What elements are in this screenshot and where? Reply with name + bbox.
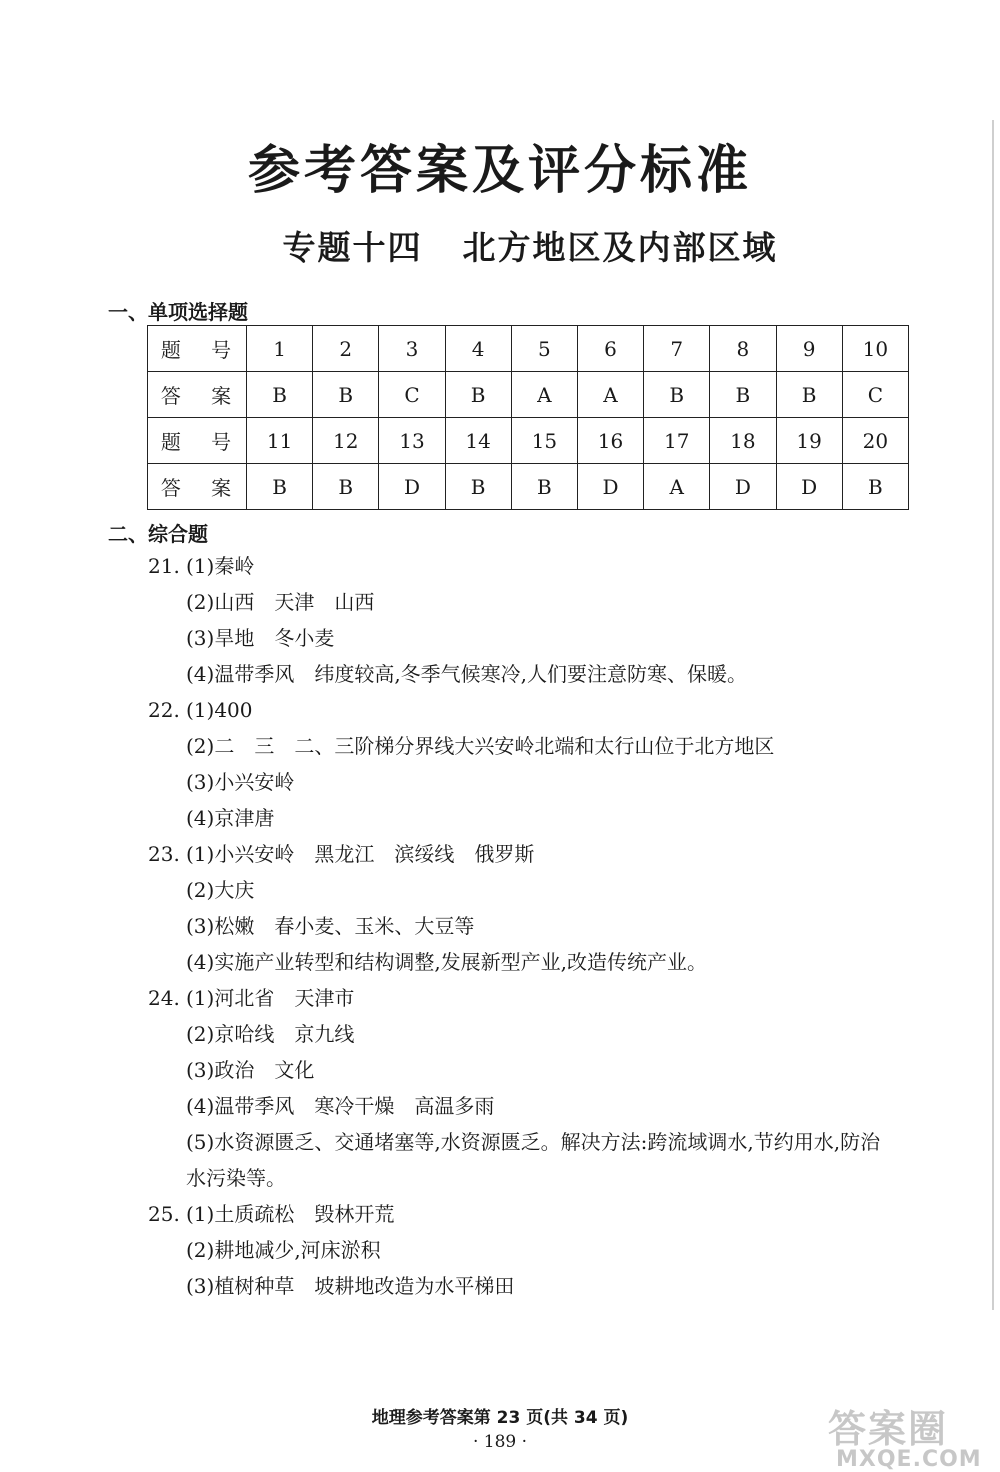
answer-table-cell: 15	[511, 418, 577, 464]
question-24	[148, 985, 354, 1011]
answer-table-cell: 14	[445, 418, 511, 464]
question-number: 22.	[148, 698, 180, 722]
section-heading-choice: 一、单项选择题	[108, 300, 248, 324]
question-21	[148, 553, 254, 579]
answer-table-cell: D	[577, 464, 643, 510]
subtitle-topic-number: 专题十四	[282, 228, 423, 267]
answer-table-row	[148, 464, 909, 510]
answer-line: (2)山西 天津 山西	[186, 590, 375, 614]
answer-table-cell: B	[445, 464, 511, 510]
answer-line: (4)京津唐	[186, 806, 275, 830]
answer-line: (1)土质疏松 毁林开荒	[186, 1202, 395, 1226]
question-number: 23.	[148, 842, 180, 866]
answer-line: (1)400	[186, 698, 253, 722]
answer-table-cell: C	[379, 372, 445, 418]
answer-table-cell: B	[644, 372, 710, 418]
answer-table-cell: B	[511, 464, 577, 510]
watermark-text: 答案圈	[828, 1407, 949, 1451]
answer-table-cell: A	[511, 372, 577, 418]
answer-table-cell: C	[842, 372, 908, 418]
question-22	[148, 697, 253, 723]
section-heading-comprehensive: 二、综合题	[108, 522, 208, 546]
answer-table-cell: 5	[511, 326, 577, 372]
answer-line: (3)政治 文化	[186, 1058, 315, 1082]
answer-table-cell: B	[313, 464, 379, 510]
answer-table-cell: 3	[379, 326, 445, 372]
page-edge-line	[992, 120, 994, 1310]
answer-table-cell: A	[577, 372, 643, 418]
subtitle-topic-name: 北方地区及内部区域	[462, 228, 778, 267]
answer-table-row	[148, 418, 909, 464]
answer-table-cell: B	[710, 372, 776, 418]
answer-line: (5)水资源匮乏、交通堵塞等,水资源匮乏。解决方法:跨流域调水,节约用水,防治	[186, 1130, 881, 1154]
answer-table-cell: B	[776, 372, 842, 418]
answer-table-cell: A	[644, 464, 710, 510]
answer-line: (2)京哈线 京九线	[186, 1022, 355, 1046]
answer-table-cell: 8	[710, 326, 776, 372]
answer-table-cell: D	[710, 464, 776, 510]
page-footer: 地理参考答案第 23 页(共 34 页)	[371, 1408, 629, 1428]
answer-line: 水污染等。	[186, 1166, 286, 1190]
answer-table-cell: B	[842, 464, 908, 510]
page-number: · 189 ·	[472, 1432, 528, 1452]
answer-table-row-header: 答 案	[148, 372, 247, 418]
answer-table-cell: B	[313, 372, 379, 418]
answer-table-cell: 17	[644, 418, 710, 464]
answer-table-cell: 7	[644, 326, 710, 372]
answer-line: (2)二 三 二、三阶梯分界线大兴安岭北端和太行山位于北方地区	[186, 734, 775, 758]
watermark	[828, 1398, 988, 1472]
page-subtitle	[0, 222, 1000, 269]
answer-table-cell: 2	[313, 326, 379, 372]
answer-table-cell: D	[776, 464, 842, 510]
answer-table-cell: D	[379, 464, 445, 510]
answer-line: (1)秦岭	[186, 554, 255, 578]
answer-table-row	[148, 372, 909, 418]
question-25	[148, 1201, 394, 1227]
answer-table-cell: 6	[577, 326, 643, 372]
answer-line: (4)温带季风 寒冷干燥 高温多雨	[186, 1094, 495, 1118]
answer-table-cell: 20	[842, 418, 908, 464]
answer-line: (2)大庆	[186, 878, 255, 902]
answer-line: (4)温带季风 纬度较高,冬季气候寒冷,人们要注意防寒、保暖。	[186, 662, 748, 686]
answer-table-row-header: 答 案	[148, 464, 247, 510]
answer-table-cell: 19	[776, 418, 842, 464]
answer-table-cell: 18	[710, 418, 776, 464]
answer-table-cell: B	[247, 464, 313, 510]
answer-table-cell: 9	[776, 326, 842, 372]
answer-table	[147, 325, 909, 510]
question-23	[148, 841, 534, 867]
answer-table-row-header: 题 号	[148, 326, 247, 372]
question-number: 24.	[148, 986, 180, 1010]
question-number: 25.	[148, 1202, 180, 1226]
answer-table-cell: 13	[379, 418, 445, 464]
answer-table-row-header: 题 号	[148, 418, 247, 464]
answer-line: (1)小兴安岭 黑龙江 滨绥线 俄罗斯	[186, 842, 535, 866]
answer-line: (3)小兴安岭	[186, 770, 295, 794]
answer-line: (3)旱地 冬小麦	[186, 626, 335, 650]
page-title: 参考答案及评分标准	[247, 140, 752, 201]
answer-table-cell: 16	[577, 418, 643, 464]
answer-table-cell: 11	[247, 418, 313, 464]
answer-table-cell: 1	[247, 326, 313, 372]
answer-table-cell: 12	[313, 418, 379, 464]
watermark-url: MXQE.COM	[836, 1447, 982, 1472]
question-number: 21.	[148, 554, 180, 578]
answer-line: (3)植树种草 坡耕地改造为水平梯田	[186, 1274, 515, 1298]
answer-line: (4)实施产业转型和结构调整,发展新型产业,改造传统产业。	[186, 950, 708, 974]
answer-table-row	[148, 326, 909, 372]
answer-line: (2)耕地减少,河床淤积	[186, 1238, 381, 1262]
answer-table-cell: B	[445, 372, 511, 418]
answer-table-cell: B	[247, 372, 313, 418]
answer-line: (1)河北省 天津市	[186, 986, 355, 1010]
answer-table-cell: 4	[445, 326, 511, 372]
answer-table-cell: 10	[842, 326, 908, 372]
answer-line: (3)松嫩 春小麦、玉米、大豆等	[186, 914, 475, 938]
